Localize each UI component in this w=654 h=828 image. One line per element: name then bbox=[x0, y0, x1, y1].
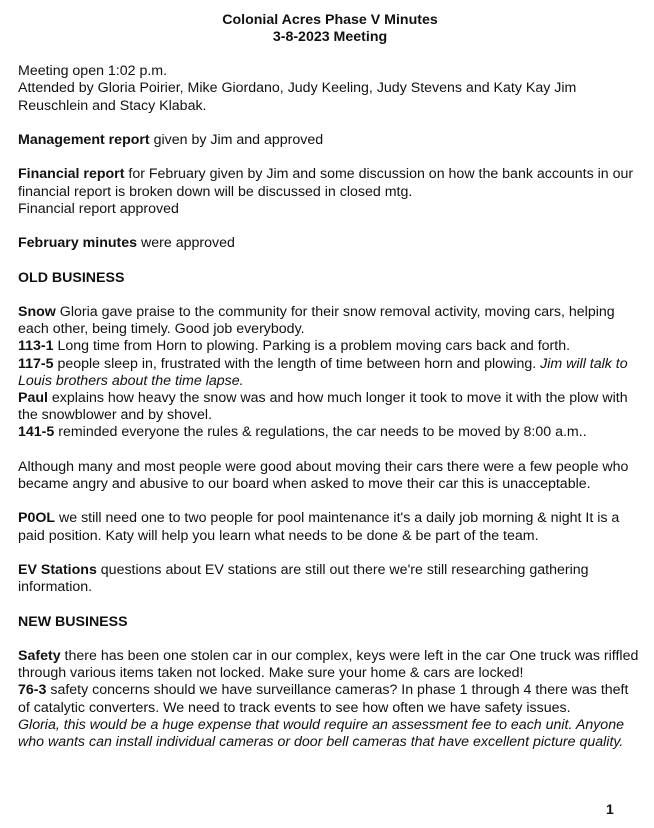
financial-label: Financial report bbox=[18, 166, 125, 183]
snow-text: Gloria gave praise to the community for their snow removal activity, moving cars, helping each other, being timely. Good job everybody. bbox=[18, 303, 615, 338]
paul-label: Paul bbox=[18, 389, 48, 406]
financial-text: for February given by Jim and some discussion on how the bank accounts in our financial report is broken down will be discussed in closed mtg. bbox=[18, 166, 634, 200]
unit-113-text: Long time from Horn to plowing. Parking is a problem moving cars back and forth. bbox=[53, 338, 571, 355]
snow-label: Snow bbox=[18, 303, 56, 320]
ev-label: EV Stations bbox=[18, 561, 97, 578]
paul-item bbox=[18, 390, 642, 424]
safety-label: Safety bbox=[18, 647, 61, 664]
spacer bbox=[18, 252, 642, 269]
minutes-label: February minutes bbox=[18, 235, 138, 252]
financial-report bbox=[18, 166, 642, 200]
page-number: 1 bbox=[606, 801, 614, 817]
pool-item bbox=[18, 510, 642, 544]
management-report bbox=[18, 132, 642, 149]
safety-item bbox=[18, 648, 642, 682]
safety-text: there has been one stolen car in our complex, keys were left in the car One truck was riffled through various items taken not locked. Make sure your home & cars are locked! bbox=[18, 647, 639, 682]
new-business-heading-text: NEW BUSINESS bbox=[18, 613, 128, 630]
spacer bbox=[18, 442, 642, 459]
spacer bbox=[18, 493, 642, 510]
spacer bbox=[18, 46, 642, 63]
unit-141-label: 141-5 bbox=[18, 424, 55, 441]
moving-cars-paragraph: Although many and most people were good about moving their cars there were a few people who became angry and abusive to our board when asked to move their car this is unacceptable. bbox=[18, 458, 629, 492]
unit-117-item bbox=[18, 356, 642, 390]
minutes-text: were approved bbox=[137, 235, 235, 252]
unit-117-note: Jim will talk to Louis brothers about the time lapse. bbox=[18, 355, 628, 389]
spacer bbox=[18, 631, 642, 648]
paul-text: explains how heavy the snow was and how much longer it took to move it with the plow with the snowblower and by shovel. bbox=[18, 389, 628, 424]
spacer bbox=[18, 115, 642, 132]
ev-text: questions about EV stations are still out there we're still researching gathering information. bbox=[18, 561, 589, 596]
ev-stations-item bbox=[18, 562, 642, 596]
meeting-open: Meeting open 1:02 p.m. bbox=[18, 63, 168, 80]
spacer bbox=[18, 545, 642, 562]
unit-117-label: 117-5 bbox=[18, 355, 54, 372]
meeting-date: 3-8-2023 Meeting bbox=[272, 29, 388, 45]
unit-113-label: 113-1 bbox=[18, 338, 54, 355]
financial-approved: Financial report approved bbox=[18, 200, 179, 217]
old-business-heading-text: OLD BUSINESS bbox=[18, 269, 125, 286]
gloria-note-text: Gloria, this would be a huge expense that would require an assessment fee to each unit. Anyone who wants can install individual cameras or door bell cameras that have excellent picture quality. bbox=[18, 716, 624, 750]
unit-141-text: reminded everyone the rules & regulations, the car needs to be moved by 8:00 a.m.. bbox=[54, 424, 587, 441]
unit-117-text: people sleep in, frustrated with the length of time between horn and plowing. bbox=[53, 355, 541, 372]
new-business-heading bbox=[18, 614, 642, 631]
spacer bbox=[18, 596, 642, 613]
attendees: Attended by Gloria Poirier, Mike Giordano, Judy Keeling, Judy Stevens and Katy Kay Jim Reuschlein and Stacy Klabak. bbox=[18, 80, 577, 114]
unit-113-item bbox=[18, 338, 642, 355]
old-business-heading bbox=[18, 270, 642, 287]
gloria-note bbox=[18, 717, 642, 751]
spacer bbox=[18, 218, 642, 235]
unit-76-item bbox=[18, 682, 642, 716]
spacer bbox=[18, 149, 642, 166]
unit-76-label: 76-3 bbox=[18, 682, 47, 699]
management-text: given by Jim and approved bbox=[149, 131, 324, 148]
unit-141-item bbox=[18, 424, 642, 441]
minutes-page bbox=[18, 12, 642, 751]
pool-label: P0OL bbox=[18, 510, 56, 527]
february-minutes bbox=[18, 235, 642, 252]
snow-item bbox=[18, 304, 642, 338]
spacer bbox=[18, 287, 642, 304]
document-title: Colonial Acres Phase V Minutes bbox=[222, 12, 438, 28]
pool-text: we still need one to two people for pool maintenance it's a daily job morning & night It is a paid position. Katy will help you learn what needs to be done & be part of the team. bbox=[18, 510, 620, 544]
management-label: Management report bbox=[18, 131, 150, 148]
unit-76-text: safety concerns should we have surveillance cameras? In phase 1 through 4 there was theft of catalytic converters. We need to track events to see how often we have safety issues. bbox=[18, 682, 629, 716]
